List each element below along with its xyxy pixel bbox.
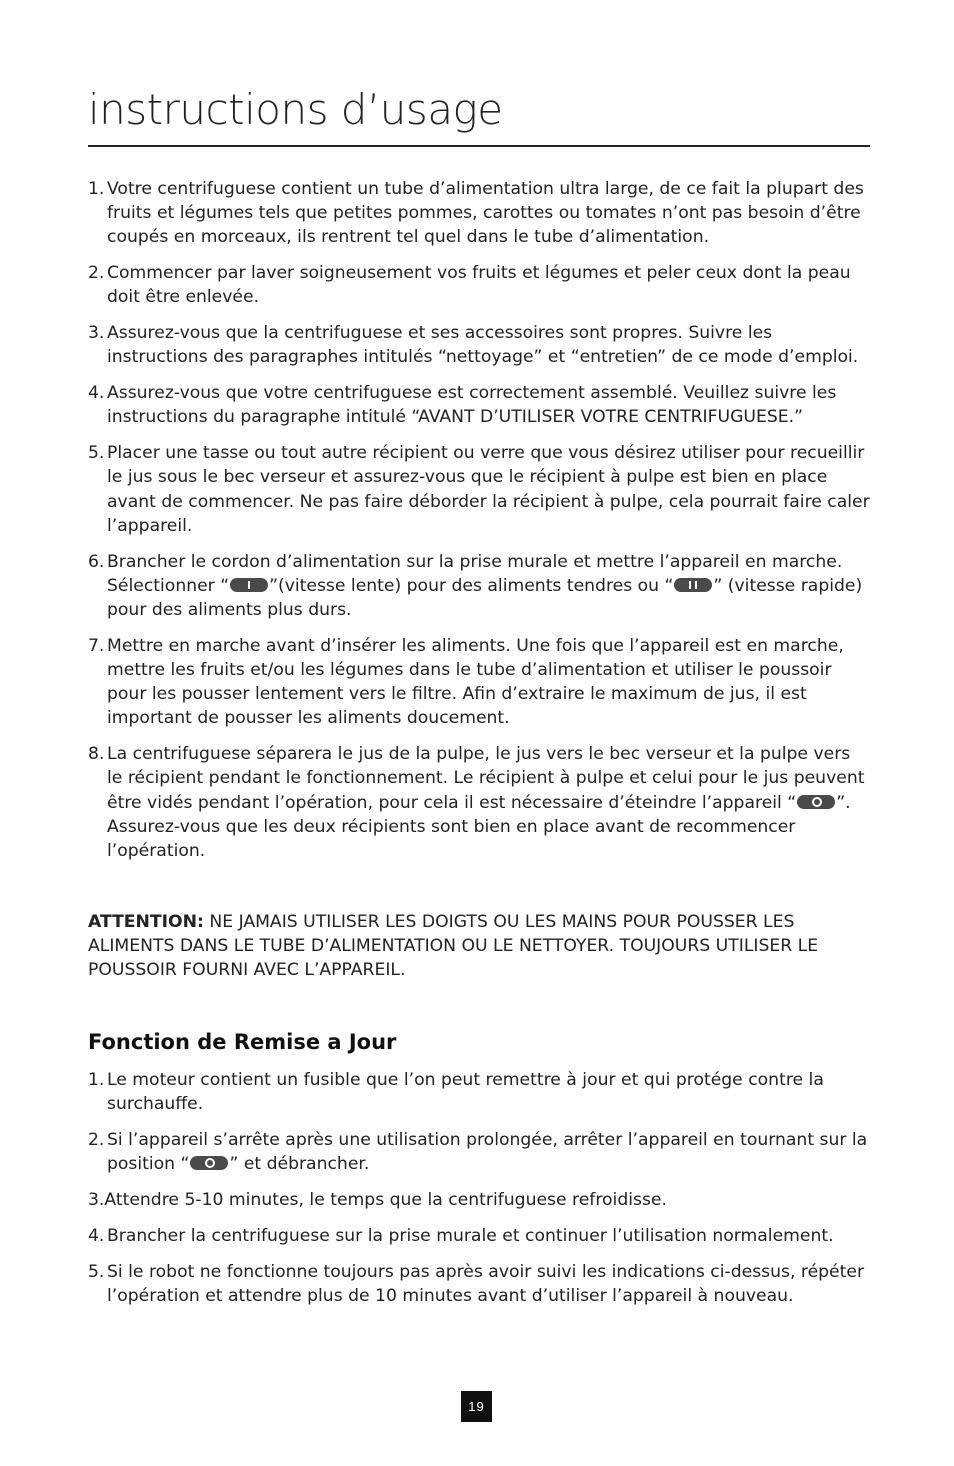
step-number: 7. <box>88 635 105 656</box>
step-2 <box>88 261 870 309</box>
step-1 <box>88 177 870 250</box>
step-text: Brancher la centrifuguese sur la prise murale et continuer l’utilisation normalement. <box>107 1225 834 1246</box>
step-number: 8. <box>88 744 105 765</box>
reset-step-4 <box>88 1224 870 1248</box>
step-number: 1. <box>88 1070 105 1090</box>
speed-2-icon <box>674 578 712 592</box>
usage-steps-list <box>88 177 870 875</box>
step-text: Votre centrifuguese contient un tube d’alimentation ultra large, de ce fait la plupart des fruits et légumes tels que petites pommes, carottes ou tomates n’ont pas besoin d’être coupés en morceaux, ils rentrent tel quel dans le tube d’alimentation. <box>107 179 864 248</box>
step-text: Si l’appareil s’arrête après une utilisation prolongée, arrêter l’appareil en tournant sur la position “ <box>107 1130 868 1175</box>
step-text: Commencer par laver soigneusement vos fruits et légumes et peler ceux dont la peau doit être enlevée. <box>107 263 851 308</box>
title-rule <box>88 145 870 147</box>
reset-steps-list <box>88 1068 870 1320</box>
step-number: 5. <box>88 443 105 464</box>
attention-text: NE JAMAIS UTILISER LES DOIGTS OU LES MAINS POUR POUSSER LES ALIMENTS DANS LE TUBE D’ALIMENTATION OU LE NETTOYER. TOUJOURS UTILISER LE POUSSOIR FOURNI AVEC L’APPAREIL. <box>88 912 819 981</box>
off-icon <box>797 795 835 809</box>
attention-label: ATTENTION: <box>88 912 204 932</box>
step-text: Le moteur contient un fusible que l’on peut remettre à jour et qui protége contre la surchauffe. <box>107 1070 824 1115</box>
reset-step-1 <box>88 1068 870 1116</box>
step-number: 4. <box>88 1225 105 1246</box>
step-number: 5. <box>88 1261 105 1282</box>
reset-step-3 <box>88 1188 870 1212</box>
step-6 <box>88 550 870 623</box>
step-number: 2. <box>88 263 105 284</box>
reset-step-2 <box>88 1128 870 1176</box>
step-8 <box>88 742 870 863</box>
step-text: ” (vitesse rapide) pour des aliments plus durs. <box>107 575 863 621</box>
reset-step-5 <box>88 1260 870 1308</box>
reset-heading: Fonction de Remise a Jour <box>88 1030 397 1054</box>
step-text: Attendre 5-10 minutes, le temps que la centrifuguese refroidisse. <box>104 1190 667 1210</box>
step-text: Assurez-vous que votre centrifuguese est correctement assemblé. Veuillez suivre les instructions du paragraphe intitulé “AVANT D’UTILISER VOTRE CENTRIFUGUESE.” <box>107 383 837 428</box>
step-text: Mettre en marche avant d’insérer les aliments. Une fois que l’appareil est en marche, mettre les fruits et/ou les légumes dans le tube d’alimentation et utiliser le poussoir pour les pousser lentement vers le filtre. Afin d’extraire le maximum de jus, il est important de pousser les aliments doucement. <box>107 635 844 729</box>
step-text: Assurez-vous que la centrifuguese et ses accessoires sont propres. Suivre les instructions des paragraphes intitulés “nettoyage” et “entretien” de ce mode d’emploi. <box>107 323 859 368</box>
step-text: ”. Assurez-vous que les deux récipients sont bien en place avant de recommencer l’opération. <box>107 792 851 862</box>
step-number: 3. <box>88 1190 105 1210</box>
step-number: 6. <box>88 551 105 572</box>
step-text: ” et débrancher. <box>229 1154 370 1175</box>
step-text: La centrifuguese séparera le jus de la pulpe, le jus vers le bec verseur et la pulpe vers le récipient pendant le fonctionnement. Le récipient à pulpe et celui pour le jus peuvent être vidés pendant l’opération, pour cela il est nécessaire d’éteindre l’appareil “ <box>107 744 865 813</box>
step-number: 3. <box>88 323 105 344</box>
speed-1-icon <box>230 578 268 592</box>
step-number: 1. <box>88 179 105 199</box>
step-text: Brancher le cordon d’alimentation sur la prise murale et mettre l’appareil en marche. Sélectionner “ <box>107 551 843 596</box>
step-number: 2. <box>88 1130 105 1150</box>
page-title: instructions d’usage <box>88 85 503 134</box>
page-number: 19 <box>461 1391 492 1422</box>
step-text: Placer une tasse ou tout autre récipient ou verre que vous désirez utiliser pour recueillir le jus sous le bec verseur et assurez-vous que le récipient à pulpe est bien en place avant de commencer. Ne pas faire déborder la récipient à pulpe, cela pourrait faire caler l’appareil. <box>107 443 870 536</box>
step-7 <box>88 634 870 731</box>
step-4 <box>88 381 870 429</box>
step-number: 4. <box>88 383 105 404</box>
step-3 <box>88 321 870 369</box>
step-text: ”(vitesse lente) pour des aliments tendres ou “ <box>269 575 674 596</box>
off-icon <box>190 1156 228 1170</box>
attention-warning <box>88 910 870 983</box>
step-5 <box>88 441 870 538</box>
step-text: Si le robot ne fonctionne toujours pas après avoir suivi les indications ci-dessus, répéter l’opération et attendre plus de 10 minutes avant d’utiliser l’appareil à nouveau. <box>107 1261 865 1306</box>
